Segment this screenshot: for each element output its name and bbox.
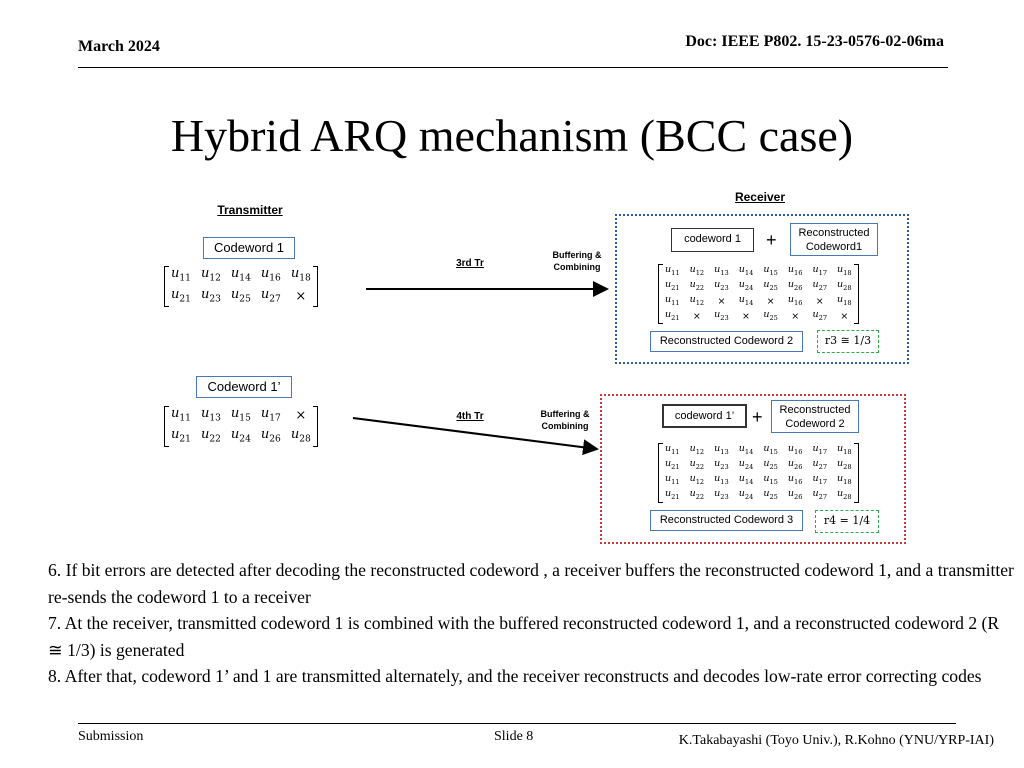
matrix-cell: $u_{23}$ [714, 308, 729, 322]
rx1-reconstructed-box: Reconstructed Codeword1 [790, 223, 878, 256]
matrix-cell: $u_{11}$ [665, 443, 680, 456]
matrix-cell: $u_{11}$ [665, 472, 680, 486]
rx2-plus-icon: + [752, 407, 763, 427]
footer-authors: K.Takabayashi (Toyo Univ.), R.Kohno (YNU/YRP-IAI) [678, 733, 994, 748]
matrix-cell: $u_{27}$ [260, 286, 281, 305]
body-paragraph-7: 7. At the receiver, transmitted codeword 1 is combined with the buffered reconstructed codeword 1, and a reconstructed codeword 2 (R ≅ 1/3) is generated [48, 613, 1000, 660]
matrix-cell: $u_{18}$ [837, 472, 852, 486]
body-text [48, 557, 1018, 690]
matrix-cell: $u_{12}$ [689, 472, 705, 486]
matrix-cell: $u_{24}$ [738, 457, 754, 471]
matrix-cell: $u_{17}$ [260, 406, 281, 424]
codeword1-box: Codeword 1 [203, 237, 295, 259]
matrix-cell: $u_{25}$ [763, 457, 778, 471]
header-date: March 2024 [78, 38, 160, 55]
matrix-cell: $u_{22}$ [689, 457, 705, 471]
matrix-cell: $u_{12}$ [689, 264, 705, 277]
matrix-cell: $u_{15}$ [763, 472, 778, 486]
footer-submission: Submission [78, 729, 144, 744]
body-paragraph-6: 6. If bit errors are detected after decoding the reconstructed codeword , a receiver buffers the reconstructed codeword 1, and a transmitter re-sends the codeword 1 to a receiver [48, 560, 1014, 607]
rx2-rate-box: r4 = 1/4 [815, 510, 879, 533]
matrix-cell: $u_{12}$ [200, 266, 221, 284]
matrix-cell: $u_{14}$ [738, 264, 754, 277]
slide-title: Hybrid ARQ mechanism (BCC case) [170, 110, 854, 161]
matrix-cell: $u_{25}$ [230, 286, 251, 305]
matrix-cell: $u_{26}$ [260, 426, 281, 445]
matrix-cell: $u_{24}$ [230, 426, 251, 445]
matrix-cell: $u_{22}$ [200, 426, 221, 445]
matrix-cell: $u_{23}$ [714, 278, 729, 292]
matrix-cell: $u_{13}$ [714, 443, 729, 456]
matrix-cell: $u_{11}$ [171, 266, 191, 284]
matrix-cell: $u_{23}$ [200, 286, 221, 305]
matrix-cell: × [791, 310, 800, 322]
matrix-cell: $u_{28}$ [837, 487, 852, 501]
matrix-cell: × [766, 295, 775, 307]
buffering-label-2: Buffering & Combining [540, 409, 590, 431]
matrix-cell: $u_{28}$ [837, 278, 852, 292]
matrix-cell: $u_{21}$ [665, 278, 680, 292]
arrow1-label: 3rd Tr [456, 258, 484, 269]
matrix-cell: $u_{25}$ [763, 308, 778, 322]
rx1-codeword-box: codeword 1 [671, 228, 754, 252]
receiver-label: Receiver [734, 190, 786, 204]
header-doc: Doc: IEEE P802. 15-23-0576-02-06ma [685, 33, 944, 50]
matrix-cell: $u_{23}$ [714, 487, 729, 501]
rx2-codeword-box: codeword 1’ [662, 404, 747, 428]
matrix-cell: $u_{11}$ [171, 406, 191, 424]
matrix-cell: $u_{18}$ [837, 443, 852, 456]
matrix-cell: $u_{11}$ [665, 293, 680, 307]
matrix-cell: $u_{27}$ [812, 278, 828, 292]
matrix-cell: $u_{17}$ [812, 472, 828, 486]
arrow2-label: 4th Tr [456, 411, 484, 422]
matrix-cell: × [295, 408, 307, 424]
matrix-cell: $u_{26}$ [787, 278, 803, 292]
matrix-cell: $u_{28}$ [290, 426, 311, 445]
rx2-reconstructed-box: Reconstructed Codeword 2 [771, 400, 859, 433]
transmitter-label: Transmitter [217, 203, 283, 217]
matrix-cell: $u_{22}$ [689, 487, 705, 501]
rx1-result-box: Reconstructed Codeword 2 [650, 331, 803, 352]
matrix-cell: $u_{24}$ [738, 278, 754, 292]
matrix-cell: $u_{14}$ [738, 293, 754, 307]
matrix-cell: $u_{18}$ [837, 293, 852, 307]
matrix-cell: $u_{28}$ [837, 457, 852, 471]
matrix-cell: $u_{16}$ [787, 472, 803, 486]
rx1-rate-box: r3 ≅ 1/3 [817, 330, 879, 353]
matrix-cell: × [295, 288, 307, 304]
matrix-cell: $u_{14}$ [738, 472, 754, 486]
matrix-cell: $u_{12}$ [689, 443, 705, 456]
matrix-cell: $u_{27}$ [812, 487, 828, 501]
matrix-cell: $u_{15}$ [763, 264, 778, 277]
matrix-cell: $u_{16}$ [787, 293, 803, 307]
rx1-matrix [660, 264, 857, 324]
matrix-cell: $u_{13}$ [714, 472, 729, 486]
matrix-cell: $u_{13}$ [714, 264, 729, 277]
matrix-cell: $u_{27}$ [812, 457, 828, 471]
matrix-cell: $u_{11}$ [665, 264, 680, 277]
matrix-cell: $u_{13}$ [200, 406, 221, 424]
matrix-cell: $u_{12}$ [689, 293, 705, 307]
matrix-cell: $u_{16}$ [260, 266, 281, 284]
matrix-cell: × [742, 310, 750, 322]
matrix-cell: $u_{27}$ [812, 308, 828, 322]
matrix-cell: $u_{21}$ [665, 308, 680, 322]
matrix-cell: × [692, 310, 701, 322]
footer-slide-number: Slide 8 [494, 729, 534, 744]
matrix-cell: $u_{14}$ [230, 266, 251, 284]
matrix-cell: $u_{21}$ [665, 457, 680, 471]
matrix-cell: $u_{25}$ [763, 278, 778, 292]
matrix-cell: × [717, 295, 726, 307]
matrix-cell: $u_{25}$ [763, 487, 778, 501]
codeword1-prime-box: Codeword 1’ [196, 376, 292, 398]
matrix-cell: $u_{21}$ [171, 286, 191, 305]
matrix-cell: $u_{21}$ [665, 487, 680, 501]
matrix-cell: $u_{17}$ [812, 443, 828, 456]
matrix-cell: $u_{26}$ [787, 487, 803, 501]
matrix-cell: × [815, 295, 824, 307]
matrix-cell: × [840, 310, 849, 322]
matrix-cell: $u_{16}$ [787, 264, 803, 277]
matrix-cell: $u_{18}$ [837, 264, 852, 277]
matrix-cell: $u_{15}$ [763, 443, 778, 456]
body-paragraph-8: 8. After that, codeword 1’ and 1 are transmitted alternately, and the receiver reconstructs and decodes low-rate error correcting codes [48, 666, 982, 687]
matrix-cell: $u_{26}$ [787, 457, 803, 471]
rx2-matrix [660, 443, 857, 503]
matrix-cell: $u_{14}$ [738, 443, 754, 456]
matrix-cell: $u_{17}$ [812, 264, 828, 277]
matrix-cell: $u_{24}$ [738, 487, 754, 501]
buffering-label-1: Buffering & Combining [552, 250, 602, 272]
footer-rule [78, 723, 956, 724]
matrix-cell: $u_{23}$ [714, 457, 729, 471]
rx2-result-box: Reconstructed Codeword 3 [650, 510, 803, 531]
matrix-cell: $u_{15}$ [230, 406, 251, 424]
matrix-cell: $u_{22}$ [689, 278, 705, 292]
matrix-cell: $u_{16}$ [787, 443, 803, 456]
matrix-cell: $u_{21}$ [171, 426, 191, 445]
rx1-plus-icon: + [766, 230, 777, 250]
matrix-cell: $u_{18}$ [290, 266, 311, 284]
